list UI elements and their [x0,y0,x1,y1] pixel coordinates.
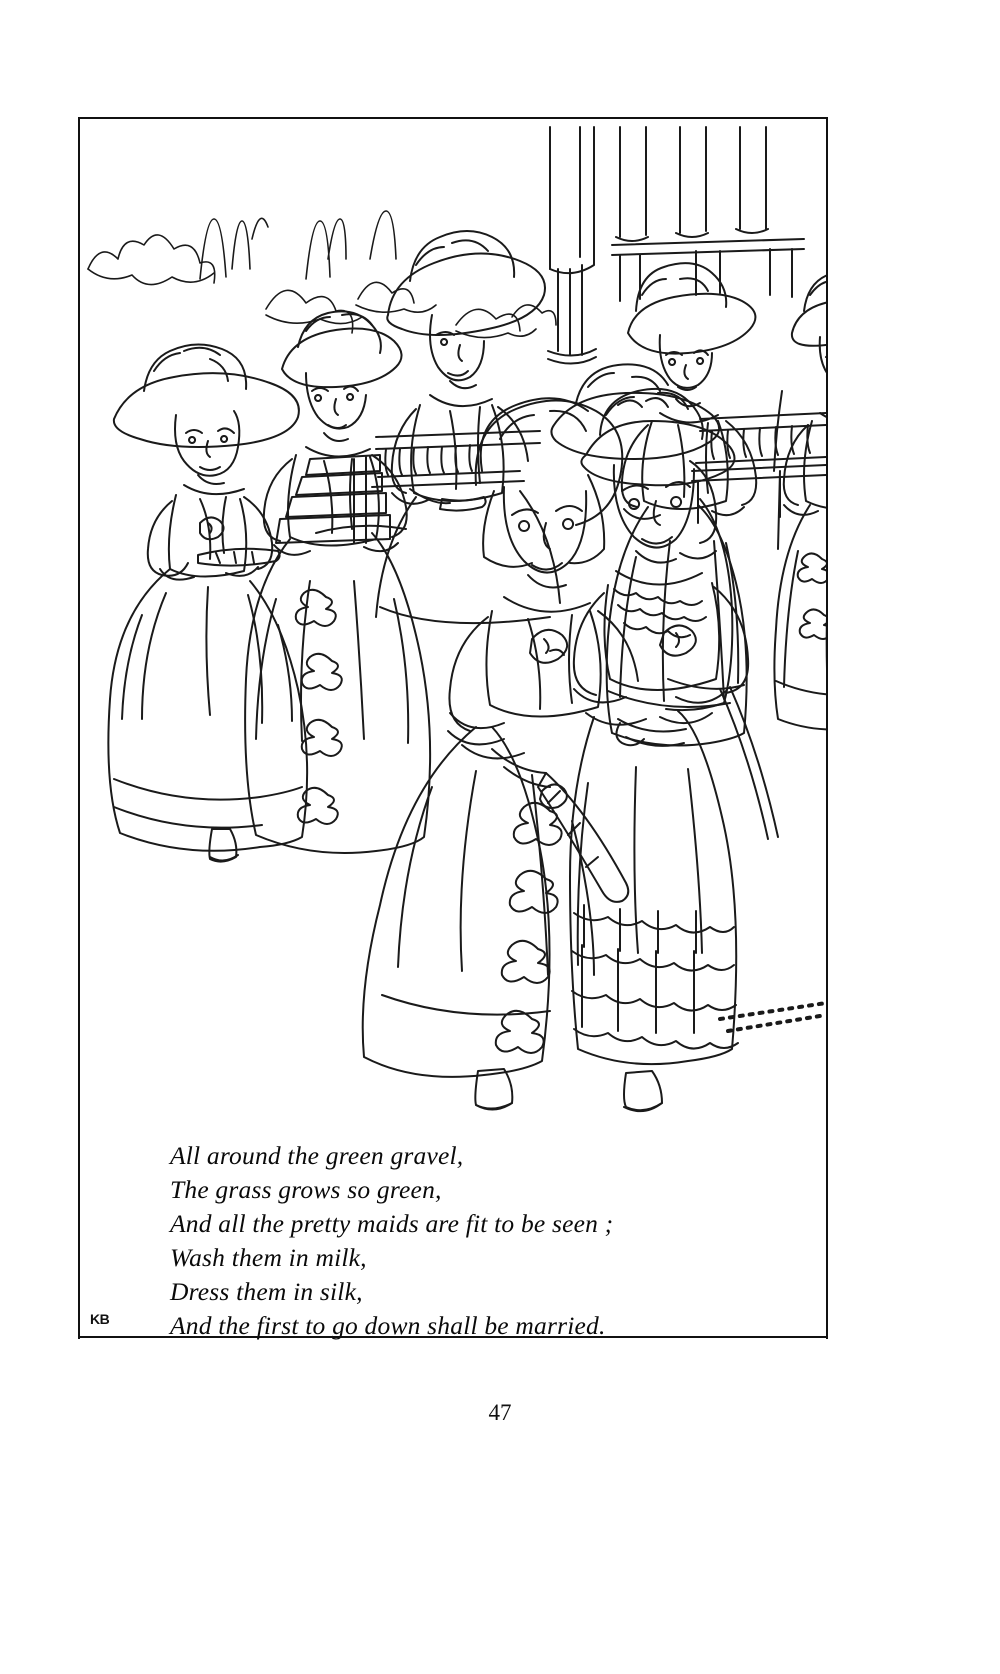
verse-line: Dress them in silk, [170,1277,363,1306]
verse-line: And the first to go down shall be married. [170,1311,606,1340]
illustration-figure [80,119,826,1129]
artist-monogram: KB [90,1311,110,1327]
verse-line: The grass grows so green, [170,1175,442,1204]
verse-line: Wash them in milk, [170,1243,367,1272]
page-number: 47 [488,1400,512,1425]
verse-line: All around the green gravel, [170,1141,464,1170]
verse-line: And all the pretty maids are fit to be seen ; [170,1209,614,1238]
illustration-plate [78,117,828,1339]
verse-text [170,1139,810,1343]
illustration-drawing [80,119,826,1129]
plate-bottom-rule [80,1336,828,1338]
